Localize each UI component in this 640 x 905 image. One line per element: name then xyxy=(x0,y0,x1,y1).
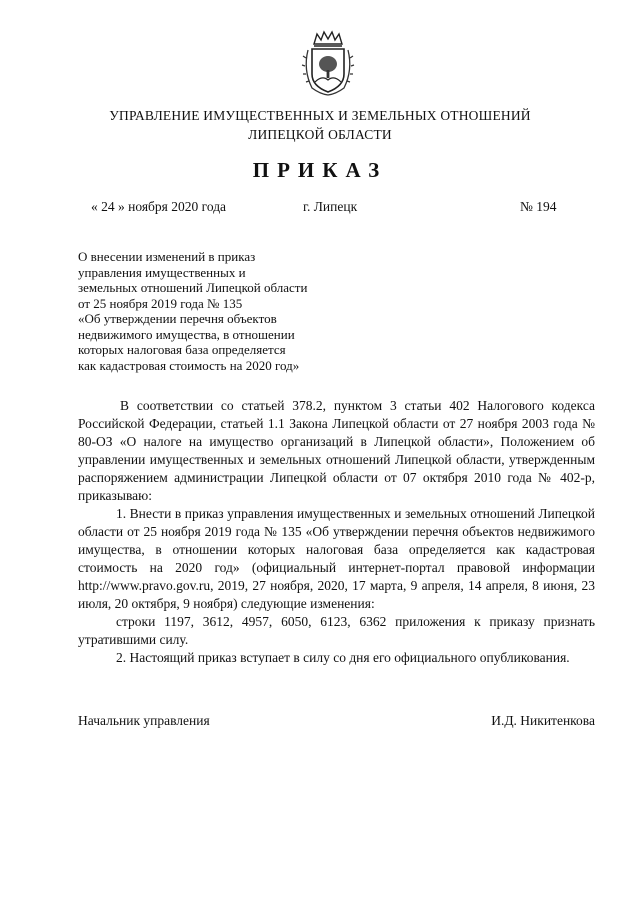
item-1-paragraph: 1. Внести в приказ управления имущественных и земельных отношений Липецкой области от 25 ноября 2019 года № 135 «Об утверждении перечня объектов недвижимого имущества, в отношении которых налоговая база определяется как кадастровая стоимость на 2020 год» (официальный интернет-портал правовой информации http://www.pravo.gov.ru, 2019, 27 ноября, 2020, 17 марта, 9 апреля, 14 апреля, 8 июня, 23 июля, 20 октября, 9 ноября) следующие изменения: xyxy=(78,506,595,611)
agency-line-1: УПРАВЛЕНИЕ ИМУЩЕСТВЕННЫХ И ЗЕМЕЛЬНЫХ ОТНОШЕНИЙ xyxy=(109,108,531,123)
lipetsk-coat-of-arms-icon xyxy=(300,30,356,96)
agency-line-2: ЛИПЕЦКОЙ ОБЛАСТИ xyxy=(248,127,392,142)
item-2-paragraph: 2. Настоящий приказ вступает в силу со дня его официального опубликования. xyxy=(116,650,570,665)
subject-line: земельных отношений Липецкой области xyxy=(78,280,308,295)
item-1-subparagraph: строки 1197, 3612, 4957, 6050, 6123, 6362 приложения к приказу признать утратившими силу. xyxy=(78,614,595,647)
subject-line: которых налоговая база определяется xyxy=(78,342,286,357)
subject-line: как кадастровая стоимость на 2020 год» xyxy=(78,357,300,373)
signatory-position: Начальник управления xyxy=(78,713,210,728)
document-title: ПРИКАЗ xyxy=(252,158,388,182)
order-body xyxy=(78,397,595,667)
order-city: г. Липецк xyxy=(303,199,358,214)
signatory-name: И.Д. Никитенкова xyxy=(491,713,595,728)
subject-line: «Об утверждении перечня объектов xyxy=(78,311,277,326)
order-number: № 194 xyxy=(520,199,557,214)
subject-line: О внесении изменений в приказ xyxy=(78,249,256,264)
subject-line: от 25 ноября 2019 года № 135 xyxy=(78,295,243,311)
subject-line: недвижимого имущества, в отношении xyxy=(78,326,295,342)
subject-line: управления имущественных и xyxy=(78,264,246,280)
signature-block xyxy=(78,713,595,733)
order-date: « 24 » ноября 2020 года xyxy=(91,199,227,214)
dateline xyxy=(0,199,640,219)
subject-block xyxy=(78,249,307,373)
preamble-paragraph: В соответствии со статьей 378.2, пунктом 3 статьи 402 Налогового кодекса Российской Федерации, статьей 1.1 Закона Липецкой области от 27 ноября 2003 года № 80-ОЗ «О налоге на имущество организаций в Липецкой области», Положением об управлении имущественных и земельных отношений Липецкой области, утвержденным распоряжением администрации Липецкой области от 07 октября 2010 года № 402-р, приказываю: xyxy=(78,398,595,503)
issuing-authority xyxy=(0,106,640,144)
